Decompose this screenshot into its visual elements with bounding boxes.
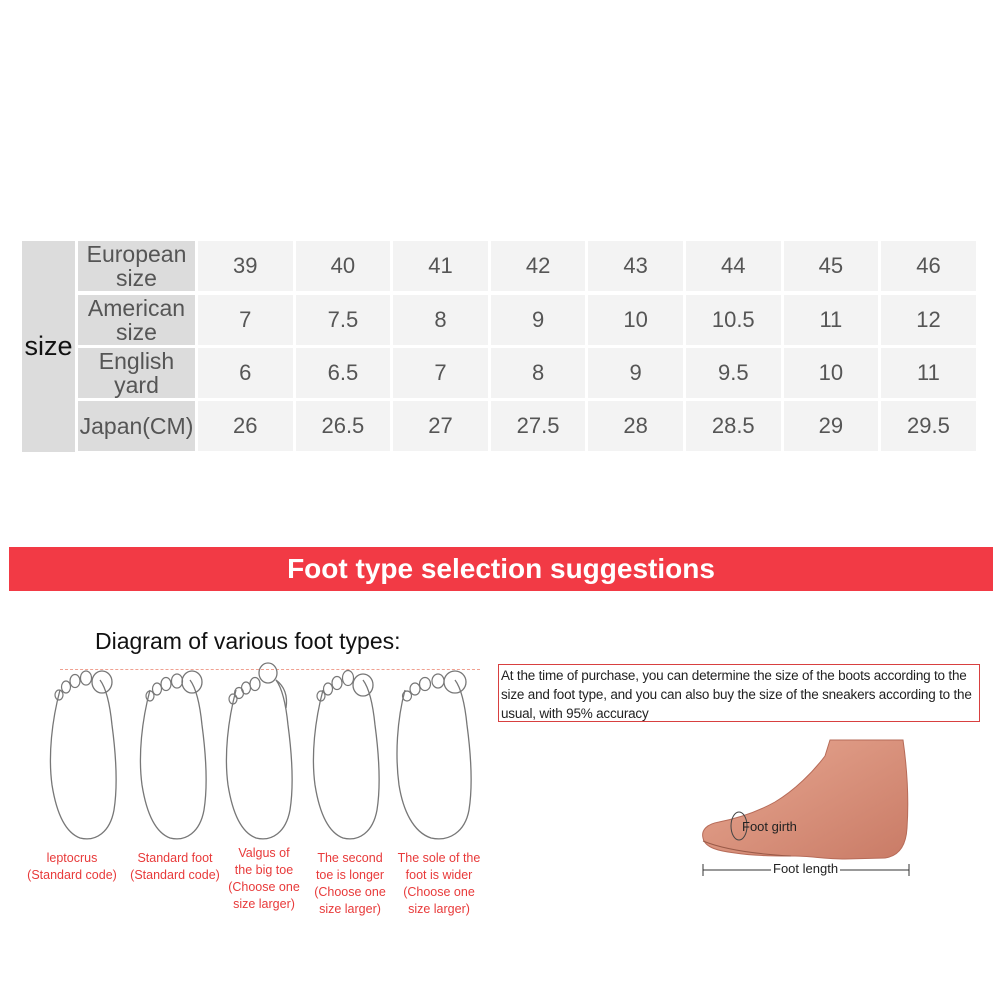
foot-length-label: Foot length: [773, 861, 839, 876]
caption-line: Valgus of: [238, 846, 290, 860]
table-cell: 26.5: [296, 401, 391, 451]
foot-girth-label: Foot girth: [742, 819, 797, 834]
caption-line: Standard foot: [137, 851, 213, 865]
table-cell: 28.5: [686, 401, 781, 451]
table-row: [78, 241, 976, 291]
table-cell: 6: [198, 348, 293, 398]
table-cell: 27: [393, 401, 488, 451]
caption-line: The sole of the: [397, 851, 481, 865]
caption-line: size larger): [319, 902, 381, 916]
standard-foot-icon: [140, 671, 206, 839]
caption-line: the big toe: [234, 863, 294, 877]
table-cell: 8: [393, 295, 488, 345]
table-cell: 10.5: [686, 295, 781, 345]
table-cell: 9: [491, 295, 586, 345]
table-cell: 10: [784, 348, 879, 398]
table-cell: 46: [881, 241, 976, 291]
row-header: Japan(CM): [78, 401, 195, 451]
table-cell: 29.5: [881, 401, 976, 451]
caption-line: leptocrus: [46, 851, 98, 865]
table-cell: 6.5: [296, 348, 391, 398]
caption-line: The second: [317, 851, 383, 865]
table-cell: 42: [491, 241, 586, 291]
table-cell: 44: [686, 241, 781, 291]
table-cell: 7: [393, 348, 488, 398]
caption-line: size larger): [233, 897, 295, 911]
table-row: [78, 348, 976, 398]
foot-caption: [393, 850, 485, 918]
table-cell: 43: [588, 241, 683, 291]
table-cell: 45: [784, 241, 879, 291]
table-cell: 7.5: [296, 295, 391, 345]
table-cell: 40: [296, 241, 391, 291]
caption-line: (Choose one: [314, 885, 386, 899]
foot-caption: [222, 845, 306, 913]
caption-line: (Standard code): [27, 868, 117, 882]
table-cell: 8: [491, 348, 586, 398]
valgus-foot-icon: [226, 663, 292, 839]
table-cell: 26: [198, 401, 293, 451]
table-cell: 11: [784, 295, 879, 345]
row-header: European size: [78, 241, 195, 291]
table-cell: 10: [588, 295, 683, 345]
caption-line: foot is wider: [405, 868, 473, 882]
table-cell: 7: [198, 295, 293, 345]
size-label: size: [22, 241, 75, 452]
foot-types-diagram: [40, 660, 500, 850]
caption-line: (Choose one: [403, 885, 475, 899]
table-cell: 41: [393, 241, 488, 291]
wide-sole-foot-icon: [397, 671, 471, 839]
size-chart-table: [22, 241, 975, 452]
caption-line: (Standard code): [130, 868, 220, 882]
table-cell: 29: [784, 401, 879, 451]
diagram-title: Diagram of various foot types:: [95, 628, 401, 654]
row-header: American size: [78, 295, 195, 345]
table-cell: 9.5: [686, 348, 781, 398]
table-cell: 12: [881, 295, 976, 345]
caption-line: toe is longer: [315, 868, 385, 882]
foot-caption: [308, 850, 392, 918]
foot-caption: [120, 850, 230, 884]
section-banner: Foot type selection suggestions: [9, 547, 993, 591]
caption-line: size larger): [408, 902, 470, 916]
table-cell: 27.5: [491, 401, 586, 451]
table-cell: 28: [588, 401, 683, 451]
table-cell: 11: [881, 348, 976, 398]
caption-line: (Choose one: [228, 880, 300, 894]
purchase-note: At the time of purchase, you can determine the size of the boots according to the size and foot type, and you can also buy the size of the sneakers according to the usual, with 95% accuracy: [498, 664, 980, 722]
table-cell: 9: [588, 348, 683, 398]
table-row: [78, 401, 976, 451]
foot-caption: [14, 850, 130, 884]
leptocrus-foot-icon: [50, 671, 116, 839]
second-toe-longer-foot-icon: [313, 671, 379, 839]
table-row: [78, 295, 976, 345]
foot-measurement-illustration: [695, 738, 917, 880]
row-header: English yard: [78, 348, 195, 398]
table-cell: 39: [198, 241, 293, 291]
